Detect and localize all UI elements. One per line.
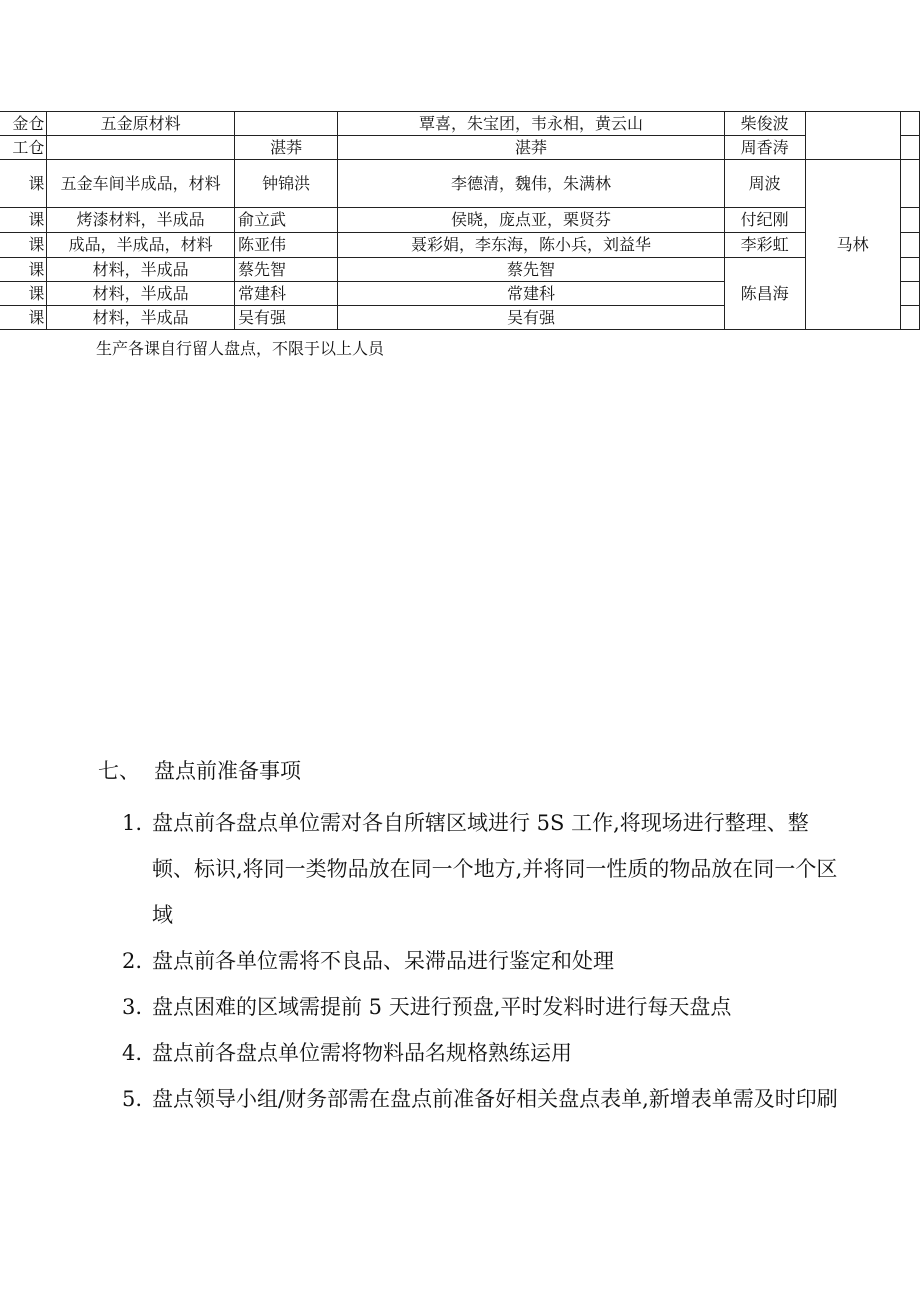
table-row <box>0 233 920 258</box>
list-item-text: 盘点前各盘点单位需将物料品名规格熟练运用 <box>152 1041 572 1065</box>
area-cell: 课 <box>0 233 47 258</box>
supervisor-cell: 周香涛 <box>724 136 805 160</box>
supervisor-cell: 李彩虹 <box>724 233 805 258</box>
table-row <box>0 208 920 233</box>
supervisor-cell: 付纪刚 <box>724 208 805 233</box>
extra-cell <box>900 160 919 208</box>
supervisor-cell-merged: 陈昌海 <box>724 258 805 330</box>
list-item-text: 盘点困难的区域需提前 5 天进行预盘,平时发料时进行每天盘点 <box>152 995 732 1019</box>
list-item <box>122 1076 842 1122</box>
owner-cell: 湛莽 <box>234 136 337 160</box>
list-item-number: 3. <box>122 995 143 1019</box>
supervisor-cell: 周波 <box>724 160 805 208</box>
extra-cell <box>900 208 919 233</box>
section-heading <box>98 755 301 787</box>
owner-cell: 常建科 <box>234 282 337 306</box>
list-item-text: 盘点前各盘点单位需对各自所辖区域进行 5S 工作,将现场进行整理、整顿、标识,将同一类物品放在同一个地方,并将同一性质的物品放在同一个区域 <box>152 811 838 927</box>
list-item <box>122 938 842 984</box>
material-cell: 材料，半成品 <box>47 306 235 330</box>
extra-cell <box>900 112 919 136</box>
counter-cell: 吴有强 <box>338 306 724 330</box>
area-cell: 课 <box>0 258 47 282</box>
table-footnote: 生产各课自行留人盘点，不限于以上人员 <box>96 339 385 358</box>
inventory-staff-table-wrap <box>0 111 920 330</box>
list-item-text: 盘点前各单位需将不良品、呆滞品进行鉴定和处理 <box>152 949 614 973</box>
list-item <box>122 800 842 938</box>
owner-cell: 俞立武 <box>234 208 337 233</box>
section-number: 七、 <box>98 759 140 783</box>
material-cell: 烤漆材料，半成品 <box>47 208 235 233</box>
list-item-number: 2. <box>122 949 143 973</box>
table-row <box>0 136 920 160</box>
counter-cell: 覃喜，朱宝团，韦永相，黄云山 <box>338 112 724 136</box>
preparation-list <box>122 800 842 1122</box>
counter-cell: 蔡先智 <box>338 258 724 282</box>
table-row <box>0 258 920 282</box>
material-cell: 材料，半成品 <box>47 282 235 306</box>
owner-cell <box>234 112 337 136</box>
extra-cell <box>900 258 919 282</box>
area-cell: 金仓 <box>0 112 47 136</box>
extra-cell <box>900 282 919 306</box>
counter-cell: 李德清，魏伟，朱满林 <box>338 160 724 208</box>
inventory-staff-table <box>0 111 920 330</box>
owner-cell: 吴有强 <box>234 306 337 330</box>
area-cell: 课 <box>0 160 47 208</box>
material-cell: 材料，半成品 <box>47 258 235 282</box>
list-item <box>122 984 842 1030</box>
material-cell: 五金原材料 <box>47 112 235 136</box>
counter-cell: 常建科 <box>338 282 724 306</box>
material-cell: 五金车间半成品，材料 <box>47 160 235 208</box>
list-item-number: 4. <box>122 1041 143 1065</box>
list-item-number: 5. <box>122 1087 143 1111</box>
material-cell: 成品，半成品，材料 <box>47 233 235 258</box>
owner-cell: 陈亚伟 <box>234 233 337 258</box>
list-item-number: 1. <box>122 811 143 835</box>
list-item-text: 盘点领导小组/财务部需在盘点前准备好相关盘点表单,新增表单需及时印刷 <box>152 1087 838 1111</box>
material-cell <box>47 136 235 160</box>
extra-cell <box>900 136 919 160</box>
table-row <box>0 112 920 136</box>
area-cell: 课 <box>0 306 47 330</box>
section-title: 盘点前准备事项 <box>154 759 301 783</box>
counter-cell: 湛莽 <box>338 136 724 160</box>
leader-cell-top <box>805 112 900 160</box>
table-row <box>0 160 920 208</box>
counter-cell: 聂彩娟，李东海，陈小兵，刘益华 <box>338 233 724 258</box>
list-item <box>122 1030 842 1076</box>
counter-cell: 侯晓，庞点亚，栗贤芬 <box>338 208 724 233</box>
owner-cell: 钟锦洪 <box>234 160 337 208</box>
extra-cell <box>900 306 919 330</box>
owner-cell: 蔡先智 <box>234 258 337 282</box>
supervisor-cell: 柴俊波 <box>724 112 805 136</box>
extra-cell <box>900 233 919 258</box>
area-cell: 工仓 <box>0 136 47 160</box>
area-cell: 课 <box>0 208 47 233</box>
area-cell: 课 <box>0 282 47 306</box>
leader-cell: 马林 <box>805 160 900 330</box>
